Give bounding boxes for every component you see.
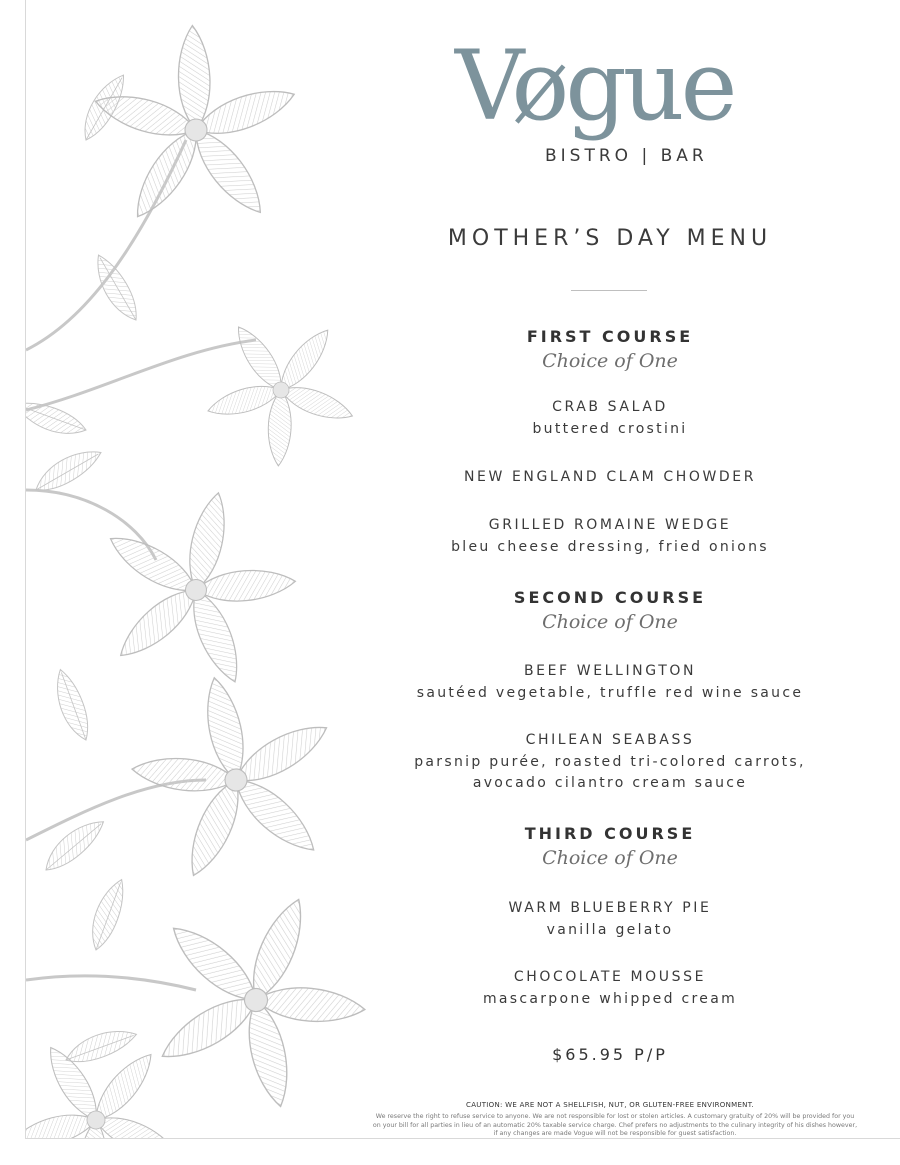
floral-illustration	[26, 20, 396, 1138]
dish-description: vanilla gelato	[546, 922, 674, 938]
dish-name: GRILLED ROMAINE WEDGE	[488, 517, 732, 533]
dish-description: parsnip purée, roasted tri-colored carrots,	[414, 754, 806, 770]
logo-subtitle: BISTRO | BAR	[545, 146, 708, 166]
logo-wordmark: Vøgue	[455, 30, 734, 142]
course-choice-third: Choice of One	[542, 847, 678, 869]
dish-name: CHOCOLATE MOUSSE	[513, 969, 707, 985]
page-border-bottom	[25, 1138, 900, 1139]
dish-name: CRAB SALAD	[552, 399, 668, 415]
course-heading-third: THIRD COURSE	[524, 824, 696, 843]
dish-description: sautéed vegetable, truffle red wine sauce	[416, 685, 804, 701]
dish-name: NEW ENGLAND CLAM CHOWDER	[463, 469, 757, 485]
dish-description: buttered crostini	[532, 421, 688, 437]
dish-description: mascarpone whipped cream	[482, 991, 738, 1007]
course-heading-second: SECOND COURSE	[513, 588, 707, 607]
title-divider	[571, 290, 647, 291]
dish-description: avocado cilantro cream sauce	[472, 775, 748, 791]
menu-price: $65.95 P/P	[552, 1045, 668, 1064]
dish-name: CHILEAN SEABASS	[525, 732, 695, 748]
dish-name: BEEF WELLINGTON	[523, 663, 697, 679]
course-choice-first: Choice of One	[542, 350, 678, 372]
course-heading-first: FIRST COURSE	[526, 327, 694, 346]
dish-description: bleu cheese dressing, fried onions	[451, 539, 769, 555]
menu-title: MOTHER’S DAY MENU	[447, 226, 773, 251]
allergen-caution: CAUTION: WE ARE NOT A SHELLFISH, NUT, OR GLUTEN-FREE ENVIRONMENT.	[466, 1101, 754, 1109]
fine-print: We reserve the right to refuse service to anyone. We are not responsible for lost or stolen articles. A customary gratuity of 20% will be provided for you on your bill for all parties in lieu of an automatic 20% taxable service charge. Chef prefers no adjustments to the culinary integrity of his dishes however, if any changes are made Vogue will not be responsible for guest satisfaction.	[372, 1113, 858, 1138]
course-choice-second: Choice of One	[542, 611, 678, 633]
dish-name: WARM BLUEBERRY PIE	[508, 900, 712, 916]
vogue-logo	[455, 30, 745, 173]
